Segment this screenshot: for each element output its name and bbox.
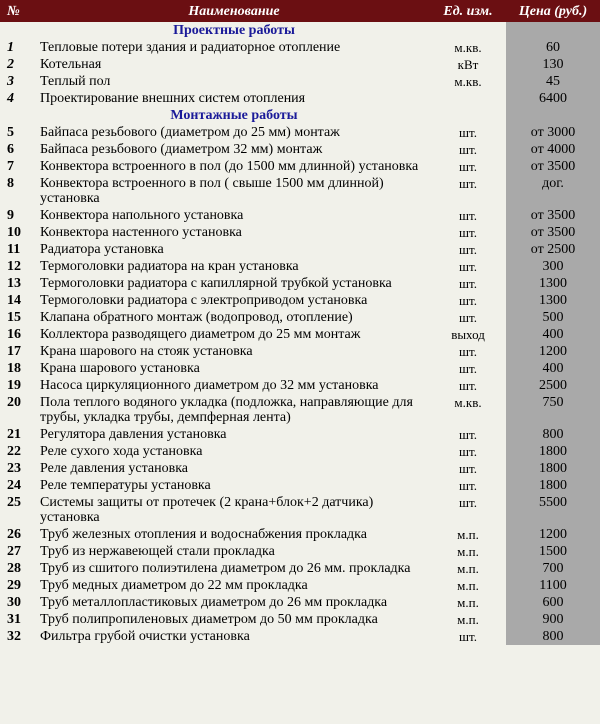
table-row xyxy=(0,309,600,326)
table-row xyxy=(0,90,600,107)
table-row xyxy=(0,477,600,494)
table-row xyxy=(0,73,600,90)
row-number: 11 xyxy=(7,242,21,257)
row-price: 700 xyxy=(506,560,600,577)
section-spacer xyxy=(430,22,506,39)
row-unit: кВт xyxy=(457,57,479,72)
row-number: 27 xyxy=(7,544,21,559)
row-name: Тепловые потери здания и радиаторное отопление xyxy=(40,40,341,55)
row-name: Байпаса резьбового (диаметром 32 мм) монтаж xyxy=(40,142,323,157)
header-unit: Ед. изм. xyxy=(430,0,506,22)
row-number: 1 xyxy=(7,40,14,55)
row-number: 22 xyxy=(7,444,21,459)
section-title: Монтажные работы xyxy=(170,108,298,123)
row-price: от 2500 xyxy=(506,241,600,258)
row-number: 15 xyxy=(7,310,21,325)
row-unit: м.п. xyxy=(457,527,479,542)
section-header xyxy=(0,107,600,124)
row-number: 2 xyxy=(7,57,14,72)
row-name: Клапана обратного монтаж (водопровод, отопление) xyxy=(40,310,353,325)
row-number: 29 xyxy=(7,578,21,593)
table-row xyxy=(0,275,600,292)
row-number: 20 xyxy=(7,395,21,410)
row-price: 60 xyxy=(506,39,600,56)
row-name: Реле давления установка xyxy=(40,461,189,476)
row-price: 400 xyxy=(506,360,600,377)
row-unit: шт. xyxy=(459,444,477,459)
row-name: Труб из нержавеющей стали прокладка xyxy=(40,544,275,559)
row-number: 3 xyxy=(7,74,14,89)
table-header xyxy=(0,0,600,22)
row-name: Пола теплого водяного укладка (подложка, направляющие для трубы, укладка трубы, демпферная лента) xyxy=(40,395,413,425)
row-number: 24 xyxy=(7,478,21,493)
row-price: 300 xyxy=(506,258,600,275)
row-number: 8 xyxy=(7,176,14,191)
row-name: Коллектора разводящего диаметром до 25 мм монтаж xyxy=(40,327,361,342)
row-price: 2500 xyxy=(506,377,600,394)
row-unit: м.кв. xyxy=(454,395,482,410)
row-price: 600 xyxy=(506,594,600,611)
row-price: 130 xyxy=(506,56,600,73)
row-unit: выход xyxy=(451,327,485,342)
row-name: Системы защиты от протечек (2 крана+блок+2 датчика) установка xyxy=(40,495,374,525)
table-row xyxy=(0,326,600,343)
row-name: Фильтра грубой очистки установка xyxy=(40,629,250,644)
row-price: от 3500 xyxy=(506,158,600,175)
table-row xyxy=(0,611,600,628)
row-unit: шт. xyxy=(459,310,477,325)
row-price: 900 xyxy=(506,611,600,628)
table-row xyxy=(0,543,600,560)
row-price: 1800 xyxy=(506,460,600,477)
row-unit: шт. xyxy=(459,176,477,191)
row-unit: м.п. xyxy=(457,595,479,610)
row-number: 12 xyxy=(7,259,21,274)
row-price: 800 xyxy=(506,426,600,443)
row-unit: шт. xyxy=(459,495,477,510)
row-unit: шт. xyxy=(459,125,477,140)
row-unit: м.п. xyxy=(457,561,479,576)
table-row xyxy=(0,360,600,377)
row-number: 31 xyxy=(7,612,21,627)
row-name: Труб медных диаметром до 22 мм прокладка xyxy=(40,578,308,593)
table-row xyxy=(0,594,600,611)
row-price: 800 xyxy=(506,628,600,645)
row-unit: шт. xyxy=(459,293,477,308)
row-unit: м.п. xyxy=(457,578,479,593)
table-row xyxy=(0,377,600,394)
row-unit: м.кв. xyxy=(454,40,482,55)
table-row xyxy=(0,343,600,360)
table-row xyxy=(0,258,600,275)
row-price: 1300 xyxy=(506,275,600,292)
row-unit: м.п. xyxy=(457,612,479,627)
row-unit: м.кв. xyxy=(454,74,482,89)
row-name: Конвектора встроенного в пол ( свыше 1500 мм длинной) установка xyxy=(40,176,384,206)
row-number: 19 xyxy=(7,378,21,393)
table-row xyxy=(0,141,600,158)
row-name: Труб из сшитого полиэтилена диаметром до 26 мм. прокладка xyxy=(40,561,411,576)
row-price: 750 xyxy=(506,394,600,426)
table-row xyxy=(0,175,600,207)
row-name: Термоголовки радиатора с электроприводом установка xyxy=(40,293,368,308)
row-number: 7 xyxy=(7,159,14,174)
row-price: 1200 xyxy=(506,343,600,360)
row-name: Байпаса резьбового (диаметром до 25 мм) монтаж xyxy=(40,125,340,140)
row-name: Конвектора напольного установка xyxy=(40,208,244,223)
row-name: Конвектора встроенного в пол (до 1500 мм длинной) установка xyxy=(40,159,419,174)
row-number: 5 xyxy=(7,125,14,140)
row-name: Теплый пол xyxy=(40,74,111,89)
row-price: от 3500 xyxy=(506,207,600,224)
table-row xyxy=(0,158,600,175)
row-number: 23 xyxy=(7,461,21,476)
table-row xyxy=(0,56,600,73)
row-price: 1200 xyxy=(506,526,600,543)
table-row xyxy=(0,526,600,543)
row-number: 16 xyxy=(7,327,21,342)
row-unit xyxy=(430,90,506,107)
row-name: Котельная xyxy=(40,57,102,72)
table-row xyxy=(0,39,600,56)
header-name: Наименование xyxy=(38,0,430,22)
row-name: Термоголовки радиатора с капиллярной трубкой установка xyxy=(40,276,392,291)
row-number: 6 xyxy=(7,142,14,157)
row-price: 400 xyxy=(506,326,600,343)
row-price: 5500 xyxy=(506,494,600,526)
row-number: 28 xyxy=(7,561,21,576)
row-price: 1300 xyxy=(506,292,600,309)
row-number: 21 xyxy=(7,427,21,442)
table-row xyxy=(0,577,600,594)
row-name: Проектирование внешних систем отопления xyxy=(40,91,306,106)
row-name: Труб металлопластиковых диаметром до 26 мм прокладка xyxy=(40,595,388,610)
table-row xyxy=(0,560,600,577)
row-unit: шт. xyxy=(459,344,477,359)
row-price: 1500 xyxy=(506,543,600,560)
section-spacer xyxy=(430,107,506,124)
section-header xyxy=(0,22,600,39)
table-row xyxy=(0,443,600,460)
row-unit: шт. xyxy=(459,159,477,174)
row-name: Конвектора настенного установка xyxy=(40,225,242,240)
row-unit: шт. xyxy=(459,629,477,644)
row-unit: шт. xyxy=(459,478,477,493)
row-name: Реле сухого хода установка xyxy=(40,444,203,459)
table-row xyxy=(0,628,600,645)
row-unit: шт. xyxy=(459,225,477,240)
row-unit: шт. xyxy=(459,361,477,376)
row-price: 45 xyxy=(506,73,600,90)
row-price: от 3500 xyxy=(506,224,600,241)
row-price: от 4000 xyxy=(506,141,600,158)
row-price: 500 xyxy=(506,309,600,326)
row-price: 1800 xyxy=(506,443,600,460)
row-number: 26 xyxy=(7,527,21,542)
section-price-spacer xyxy=(506,22,600,39)
row-name: Труб железных отопления и водоснабжения прокладка xyxy=(40,527,367,542)
row-name: Крана шарового установка xyxy=(40,361,200,376)
row-unit: шт. xyxy=(459,208,477,223)
row-number: 18 xyxy=(7,361,21,376)
row-price: 6400 xyxy=(506,90,600,107)
row-unit: шт. xyxy=(459,142,477,157)
row-name: Труб полипропиленовых диаметром до 50 мм прокладка xyxy=(40,612,378,627)
row-unit: шт. xyxy=(459,378,477,393)
row-unit: м.п. xyxy=(457,544,479,559)
row-number: 14 xyxy=(7,293,21,308)
header-price: Цена (руб.) xyxy=(506,0,600,22)
row-number: 13 xyxy=(7,276,21,291)
section-title: Проектные работы xyxy=(173,23,295,38)
section-spacer xyxy=(0,22,38,39)
table-row xyxy=(0,124,600,141)
row-price: дог. xyxy=(506,175,600,207)
row-name: Радиатора установка xyxy=(40,242,164,257)
row-name: Крана шарового на стояк установка xyxy=(40,344,253,359)
row-number: 4 xyxy=(7,91,14,106)
table-body xyxy=(0,22,600,645)
table-row xyxy=(0,241,600,258)
row-name: Насоса циркуляционного диаметром до 32 мм установка xyxy=(40,378,379,393)
row-unit: шт. xyxy=(459,276,477,291)
table-row xyxy=(0,292,600,309)
row-number: 10 xyxy=(7,225,21,240)
row-price: 1800 xyxy=(506,477,600,494)
table-row xyxy=(0,224,600,241)
row-unit: шт. xyxy=(459,427,477,442)
row-number: 25 xyxy=(7,495,21,510)
row-unit: шт. xyxy=(459,242,477,257)
table-row xyxy=(0,460,600,477)
row-price: от 3000 xyxy=(506,124,600,141)
section-spacer xyxy=(0,107,38,124)
row-price: 1100 xyxy=(506,577,600,594)
row-number: 17 xyxy=(7,344,21,359)
row-number: 9 xyxy=(7,208,14,223)
table-row xyxy=(0,394,600,426)
row-name: Регулятора давления установка xyxy=(40,427,227,442)
row-unit: шт. xyxy=(459,259,477,274)
table-row xyxy=(0,207,600,224)
row-name: Термоголовки радиатора на кран установка xyxy=(40,259,299,274)
row-number: 32 xyxy=(7,629,21,644)
section-price-spacer xyxy=(506,107,600,124)
row-number: 30 xyxy=(7,595,21,610)
header-num: № xyxy=(0,0,38,22)
table-row xyxy=(0,494,600,526)
row-unit: шт. xyxy=(459,461,477,476)
table-row xyxy=(0,426,600,443)
row-name: Реле температуры установка xyxy=(40,478,211,493)
